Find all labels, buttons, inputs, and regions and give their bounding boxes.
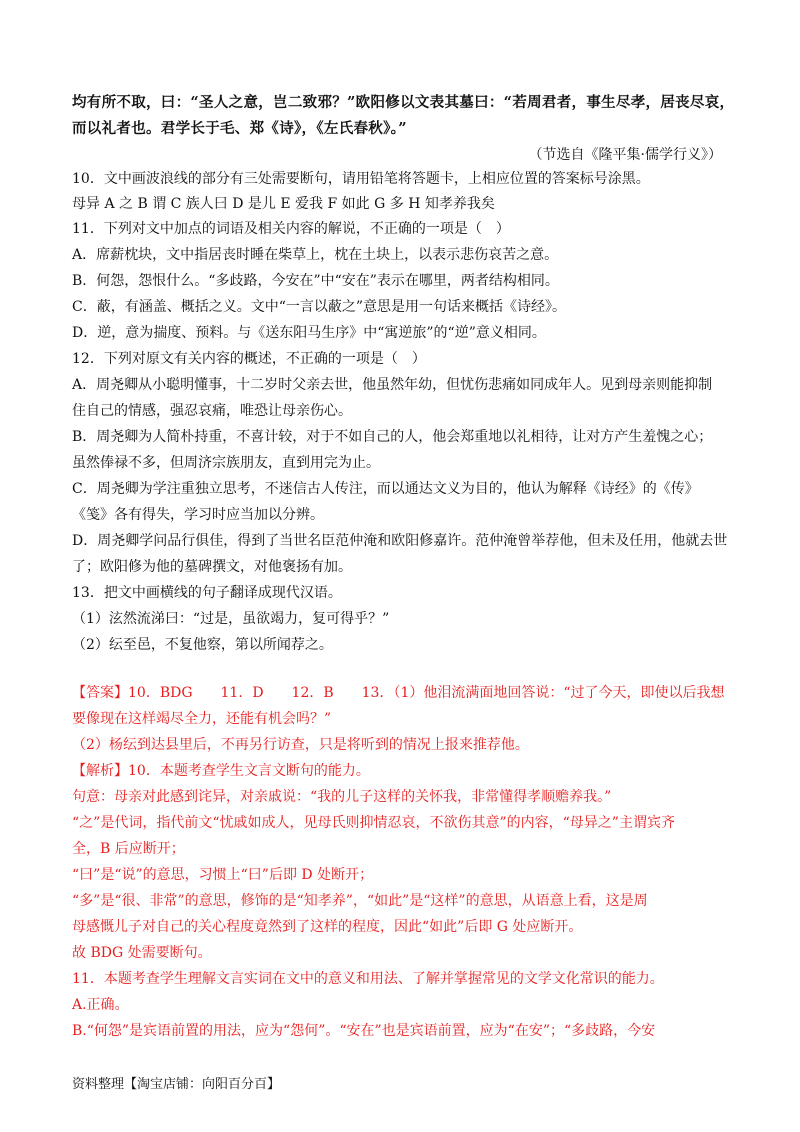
question-12: 12．下列对原文有关内容的概述，不正确的一项是（ ） [72,351,426,367]
analysis-line-6: “多”是“很、非常”的意思，修饰的是“知孝养”，“如此”是“这样”的意思，从语意上看，这是周 [72,893,648,909]
analysis-line-4: 全，B 后应断开； [72,841,185,857]
analysis-line-10: A.正确。 [72,997,129,1013]
analysis-line-3: “之”是代词，指代前文“忧戚如成人，见母氏则抑情忍哀，不欲伤其意”的内容，“母异之”主谓宾齐 [72,815,675,831]
question-11-option-c: C．蔽，有涵盖、概括之义。文中“一言以蔽之”意思是用一句话来概括《诗经》。 [72,299,567,315]
question-12-option-c-line1: C．周尧卿为学注重独立思考，不迷信古人传注，而以通达文义为目的，他认为解释《诗经》的《传》 [72,481,699,497]
question-13-part-1: （1）泫然流涕曰：“过是，虽欲竭力，复可得乎？” [72,611,390,627]
answer-line-3: （2）杨纭到达县里后，不再另行访查，只是将听到的情况上报来推荐他。 [72,737,529,753]
analysis-line-5: “曰”是“说”的意思，习惯上“曰”后即 D 处断开； [72,867,374,883]
question-12-option-a-line2: 住自己的情感，强忍哀痛，唯恐让母亲伤心。 [72,403,352,419]
question-12-option-d-line2: 了；欧阳修为他的墓碑撰文，对他褒扬有加。 [72,559,352,575]
question-10: 10．文中画波浪线的部分有三处需要断句，请用铅笔将答题卡，上相应位置的答案标号涂黑。 [72,171,650,187]
analysis-line-9: 11．本题考查学生理解文言实词在文中的意义和用法、了解并掌握常见的文学文化常识的能力。 [72,971,664,987]
analysis-line-7: 母感慨儿子对自己的关心程度竟然到了这样的程度，因此“如此”后即 G 处应断开。 [72,919,583,935]
question-12-option-b-line1: B．周尧卿为人简朴持重，不喜计较，对于不如自己的人，他会郑重地以礼相待，让对方产生羞愧之心； [72,429,713,445]
answer-line-2: 要像现在这样竭尽全力，还能有机会吗？” [72,711,332,727]
question-13: 13．把文中画横线的句子翻译成现代汉语。 [72,585,342,601]
passage-line-2: 而以礼者也。君学长于毛、郑《诗》，《左氏春秋》。” [72,120,407,137]
question-11-option-d: D．逆，意为揣度、预料。与《送东阳马生序》中“寓逆旅”的“逆”意义相同。 [72,325,546,341]
question-12-option-a-line1: A．周尧卿从小聪明懂事，十二岁时父亲去世，他虽然年幼，但忧伤悲痛如同成年人。见到母亲则能抑制 [72,377,713,393]
passage-source: （节选自《隆平集·儒学行义》） [528,147,722,163]
analysis-line-1: 【解析】10．本题考查学生文言文断句的能力。 [72,763,370,779]
question-11-option-b: B．何怨，怨恨什么。“多歧路，今安在”中“安在”表示在哪里，两者结构相同。 [72,273,559,289]
question-11: 11．下列对文中加点的词语及相关内容的解说，不正确的一项是（ ） [72,221,510,237]
analysis-line-2: 句意：母亲对此感到诧异，对亲戚说：“我的儿子这样的关怀我，非常懂得孝顺赡养我。” [72,789,612,805]
question-11-option-a: A．席薪枕块，文中指居丧时睡在柴草上，枕在土块上，以表示悲伤哀苦之意。 [72,247,559,263]
question-13-part-2: （2）纭至邑，不复他察，第以所闻荐之。 [72,637,333,653]
page-footer: 资料整理【淘宝店铺：向阳百分百】 [72,1077,281,1092]
analysis-line-11: B.“何怨”是宾语前置的用法，应为“怨何”。“安在”也是宾语前置，应为“在安”；“多歧路，今安 [72,1023,656,1039]
question-12-option-d-line1: D．周尧卿学问品行俱佳，得到了当世名臣范仲淹和欧阳修嘉许。范仲淹曾举荐他，但未及任用，他就去世 [72,533,728,549]
question-10-text: 母异 A 之 B 谓 C 族人曰 D 是儿 E 爱我 F 如此 G 多 H 知孝养我矣 [72,196,495,212]
answer-line-1: 【答案】10．BDG 11．D 12．B 13．（1）他泪流满面地回答说：“过了今天，即使以后我想 [72,685,725,701]
question-12-option-c-line2: 《笺》各有得失，学习时应当加以分辨。 [72,507,324,523]
question-12-option-b-line2: 虽然俸禄不多，但周济宗族朋友，直到用完为止。 [72,455,380,471]
analysis-line-8: 故 BDG 处需要断句。 [72,945,212,961]
passage-line-1: 均有所不取，曰：“圣人之意，岂二致邪？”欧阳修以文表其墓曰：“若周君者，事生尽孝，居丧尽哀， [72,94,735,111]
